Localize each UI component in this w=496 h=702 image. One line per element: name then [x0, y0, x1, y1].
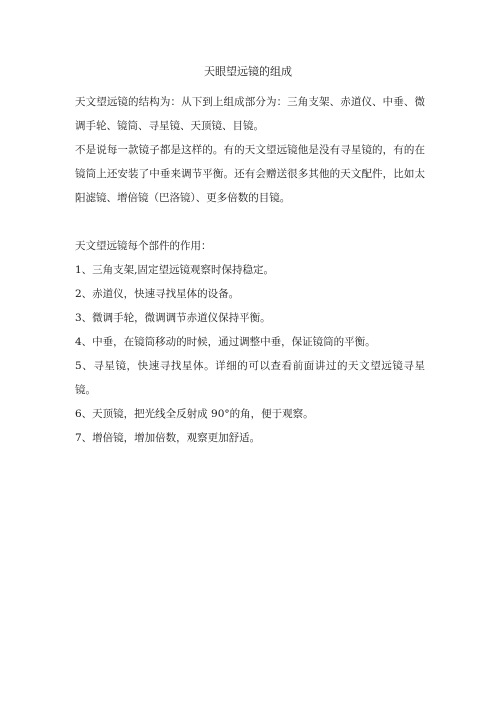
- list-item-2: 2、赤道仪，快速寻找星体的设备。: [75, 288, 240, 300]
- paragraph-structure: 天文望远镜的结构为：从下到上组成部分为：三角支架、赤道仪、中垂、微调手轮、镜筒、寻星镜、天顶镜、目镜。: [75, 96, 425, 132]
- list-item-5: 5、寻星镜，快速寻找星体。详细的可以查看前面讲过的天文望远镜寻星镜。: [75, 360, 425, 396]
- paragraph-spacer: [75, 210, 425, 234]
- document-title: 天眼望远镜的组成: [204, 65, 292, 78]
- list-item-4: 4、中垂，在镜筒移动的时候，通过调整中垂，保证镜筒的平衡。: [75, 336, 376, 348]
- list-item-1: 1、三角支架,固定望远镜观察时保持稳定。: [75, 264, 275, 276]
- list-item-3: 3、微调手轮，微调调节赤道仪保持平衡。: [75, 312, 271, 324]
- list-item-7: 7、增倍镜，增加倍数，观察更加舒适。: [75, 432, 261, 444]
- section-heading: 天文望远镜每个部件的作用：: [75, 240, 212, 252]
- component-list: [75, 258, 425, 450]
- paragraph-variations: 不是说每一款镜子都是这样的。有的天文望远镜他是没有寻星镜的，有的在镜筒上还安装了中垂来调节平衡。还有会赠送很多其他的天文配件，比如太阳滤镜、增倍镜（巴洛镜）、更多倍数的目镜。: [75, 144, 425, 204]
- document-body: [75, 90, 425, 450]
- list-item-6: 6、天顶镜，把光线全反射成 90°的角，便于观察。: [75, 408, 314, 420]
